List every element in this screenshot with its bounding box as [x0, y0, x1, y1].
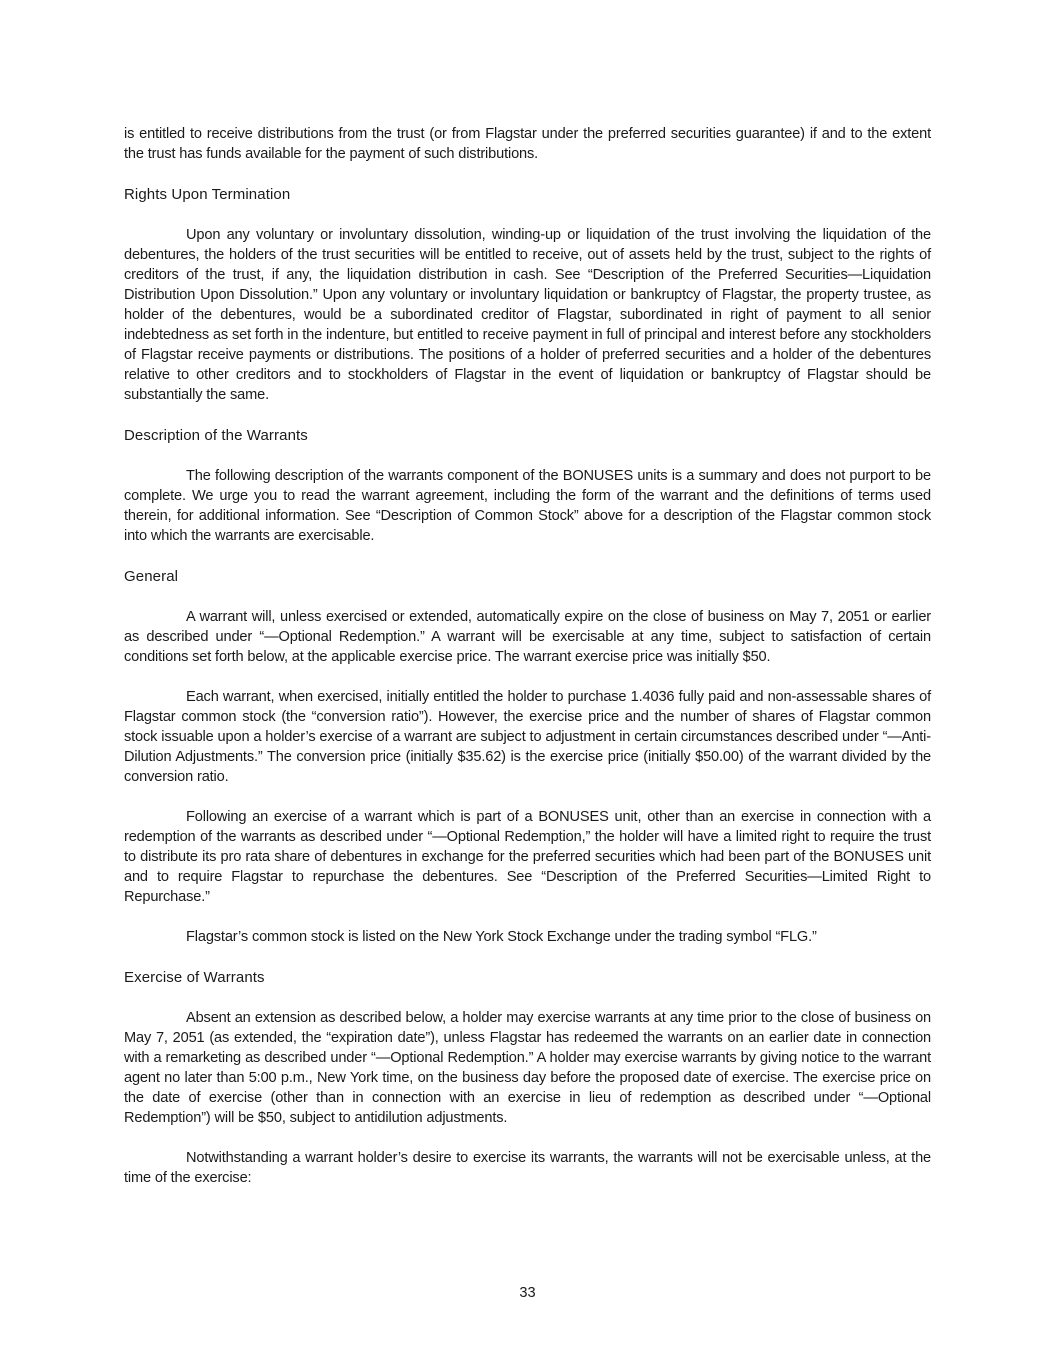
exercise-paragraph-2: Notwithstanding a warrant holder’s desire to exercise its warrants, the warrants will not be exercisable unless, at the time of the exercise: — [124, 1150, 931, 1186]
general-paragraph-2: Each warrant, when exercised, initially entitled the holder to purchase 1.4036 fully paid and non-assessable shares of Flagstar common stock (the “conversion ratio”). However, the exercise price and the number of shares of Flagstar common stock issuable upon a holder’s exercise of a warrant are subject to adjustment in certain circumstances described under “—Anti-Dilution Adjustments.” The conversion price (initially $35.62) is the exercise price (initially $50.00) of the warrant divided by the conversion ratio. — [124, 689, 931, 785]
exercise-paragraph-1: Absent an extension as described below, a holder may exercise warrants at any time prior to the close of business on May 7, 2051 (as extended, the “expiration date”), unless Flagstar has redeemed the warrants on an earlier date in connection with a remarketing as described under “—Optional Redemption.” A holder may exercise warrants by giving notice to the warrant agent no later than 5:00 p.m., New York time, on the business day before the proposed date of exercise. The exercise price on the date of exercise (other than in connection with an exercise in lieu of redemption as described under “—Optional Redemption”) will be $50, subject to antidilution adjustments. — [124, 1010, 931, 1126]
rights-paragraph: Upon any voluntary or involuntary dissolution, winding-up or liquidation of the trust involving the liquidation of the debentures, the holders of the trust securities will be entitled to receive, out of assets held by the trust, subject to the rights of creditors of the trust, if any, the liquidation distribution in cash. See “Description of the Preferred Securities—Liquidation Distribution Upon Dissolution.” Upon any voluntary or involuntary liquidation or bankruptcy of Flagstar, the property trustee, as holder of the debentures, would be a subordinated creditor of Flagstar, subordinated in right of payment to all senior indebtedness as set forth in the indenture, but entitled to receive payment in full of principal and interest before any stockholders of Flagstar receive payments or distributions. The positions of a holder of preferred securities and a holder of the debentures relative to other creditors and to stockholders of Flagstar in the event of liquidation or bankruptcy of Flagstar should be substantially the same. — [124, 227, 931, 403]
heading-general: General — [124, 568, 179, 585]
general-paragraph-3: Following an exercise of a warrant which is part of a BONUSES unit, other than an exercise in connection with a redemption of the warrants as described under “—Optional Redemption,” the holder will have a limited right to require the trust to distribute its pro rata share of debentures in exchange for the preferred securities which had been part of the BONUSES unit and to require Flagstar to repurchase the debentures. See “Description of the Preferred Securities—Limited Right to Repurchase.” — [124, 809, 931, 905]
page-number: 33 — [519, 1285, 536, 1301]
heading-description-of-warrants: Description of the Warrants — [124, 427, 308, 444]
heading-exercise-of-warrants: Exercise of Warrants — [124, 969, 265, 986]
intro-paragraph: is entitled to receive distributions from the trust (or from Flagstar under the preferred securities guarantee) if and to the extent the trust has funds available for the payment of such distributions. — [124, 126, 931, 162]
warrants-paragraph: The following description of the warrants component of the BONUSES units is a summary and does not purport to be complete. We urge you to read the warrant agreement, including the form of the warrant and the definitions of terms used therein, for additional information. See “Description of Common Stock” above for a description of the Flagstar common stock into which the warrants are exercisable. — [124, 468, 931, 544]
heading-rights-upon-termination: Rights Upon Termination — [124, 186, 291, 203]
general-paragraph-1: A warrant will, unless exercised or extended, automatically expire on the close of business on May 7, 2051 or earlier as described under “—Optional Redemption.” A warrant will be exercisable at any time, subject to satisfaction of certain conditions set forth below, at the applicable exercise price. The warrant exercise price was initially $50. — [124, 609, 931, 665]
general-paragraph-4: Flagstar’s common stock is listed on the New York Stock Exchange under the trading symbol “FLG.” — [186, 929, 817, 945]
document-page — [124, 124, 931, 1188]
